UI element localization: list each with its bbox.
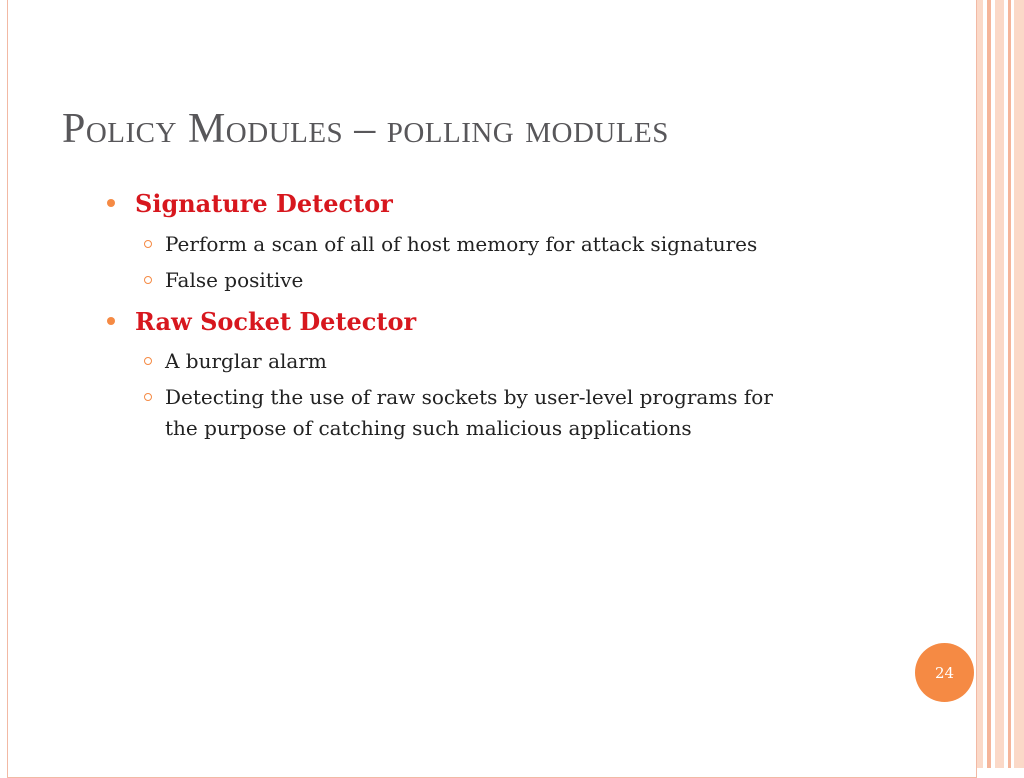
sub-bullet-ring bbox=[144, 393, 152, 401]
bullet-dot bbox=[107, 317, 115, 325]
sub-bullet-text: False positive bbox=[165, 268, 304, 292]
bullet-heading-signature-detector bbox=[135, 189, 393, 218]
sub-bullet bbox=[165, 346, 327, 377]
sub-bullet-text: A burglar alarm bbox=[165, 349, 327, 373]
sub-bullet-ring bbox=[144, 357, 152, 365]
sub-bullet-text: Detecting the use of raw sockets by user-level programs for bbox=[165, 385, 773, 409]
bullet-heading-text: Raw Socket Detector bbox=[135, 307, 417, 336]
bullet-heading-text: Signature Detector bbox=[135, 189, 393, 218]
page-number: 24 bbox=[934, 663, 955, 682]
sub-bullet-ring bbox=[144, 276, 152, 284]
sub-bullet-continuation bbox=[165, 413, 692, 444]
page-number-badge bbox=[915, 643, 974, 702]
stripe bbox=[977, 0, 983, 768]
sub-bullet-text: the purpose of catching such malicious applications bbox=[165, 416, 692, 440]
bullet-heading-raw-socket-detector bbox=[135, 307, 416, 336]
sub-bullet-text: Perform a scan of all of host memory for attack signatures bbox=[165, 232, 758, 256]
sub-bullet-ring bbox=[144, 240, 152, 248]
bullet-dot bbox=[107, 199, 115, 207]
sub-bullet bbox=[165, 265, 303, 296]
stripe bbox=[1014, 0, 1024, 768]
stripe bbox=[995, 0, 1004, 768]
sub-bullet bbox=[165, 382, 773, 413]
stripe bbox=[987, 0, 991, 768]
decorative-side-stripes bbox=[977, 0, 1024, 768]
sub-bullet bbox=[165, 229, 757, 260]
slide-title: Policy Modules – polling modules bbox=[62, 106, 669, 152]
stripe bbox=[1008, 0, 1011, 768]
